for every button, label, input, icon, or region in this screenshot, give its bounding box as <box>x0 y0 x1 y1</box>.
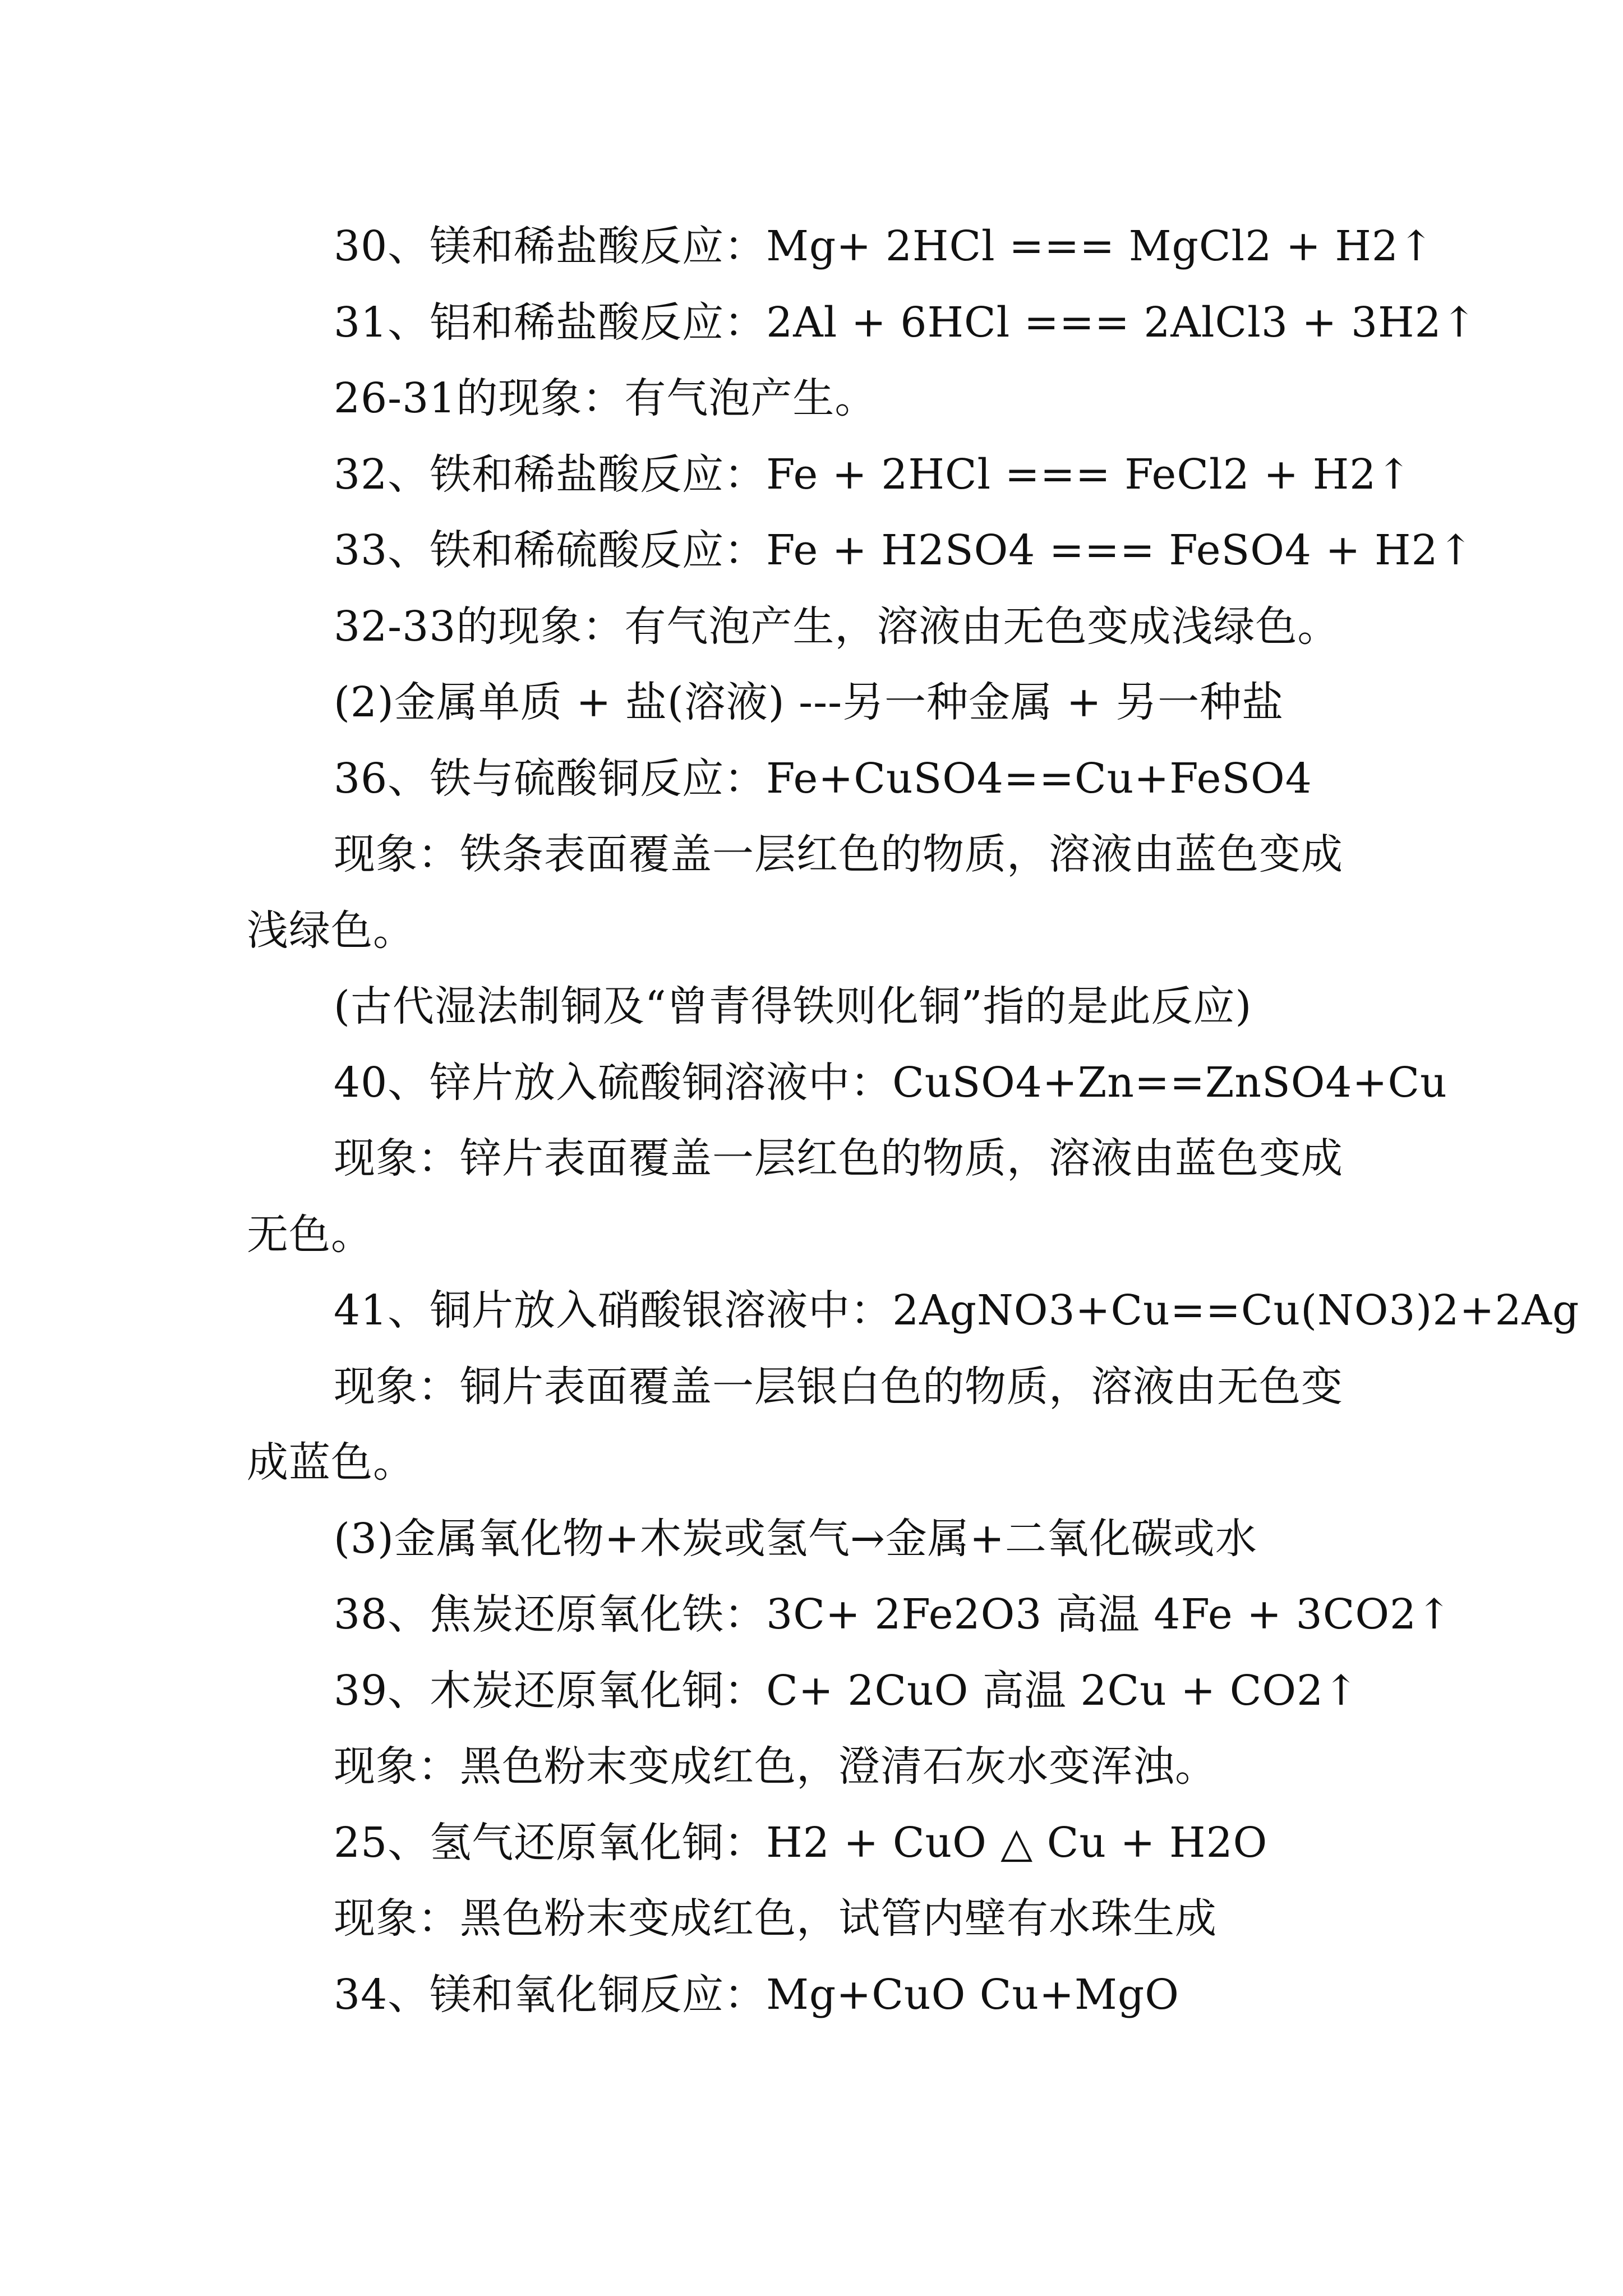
text-line: 成蓝色。 <box>247 1438 415 1487</box>
text-line: 26-31的现象：有气泡产生。 <box>334 374 877 422</box>
text-line: 41、铜片放入硝酸银溶液中：2AgNO3+Cu==Cu(NO3)2+2Ag <box>334 1286 1580 1335</box>
text-line: 34、镁和氧化铜反应：Mg+CuO Cu+MgO <box>334 1970 1179 2019</box>
text-line: 39、木炭还原氧化铜：C+ 2CuO 高温 2Cu + CO2↑ <box>334 1666 1359 1715</box>
text-line: 33、铁和稀硫酸反应：Fe + H2SO4 === FeSO4 + H2↑ <box>334 526 1474 574</box>
text-line: 现象：黑色粉末变成红色，试管内壁有水珠生成 <box>334 1894 1217 1943</box>
text-line: 32-33的现象：有气泡产生，溶液由无色变成浅绿色。 <box>334 602 1340 651</box>
text-line: 30、镁和稀盐酸反应：Mg+ 2HCl === MgCl2 + H2↑ <box>334 222 1434 270</box>
text-line: (3)金属氧化物+木炭或氢气→金属+二氧化碳或水 <box>334 1514 1257 1563</box>
text-line: 浅绿色。 <box>247 906 415 955</box>
text-line: (古代湿法制铜及“曾青得铁则化铜”指的是此反应) <box>334 982 1252 1030</box>
text-line: 32、铁和稀盐酸反应：Fe + 2HCl === FeCl2 + H2↑ <box>334 450 1412 499</box>
text-line: 31、铝和稀盐酸反应：2Al + 6HCl === 2AlCl3 + 3H2↑ <box>334 298 1477 347</box>
text-line: 现象：铜片表面覆盖一层银白色的物质，溶液由无色变 <box>334 1362 1343 1411</box>
text-line: 25、氢气还原氧化铜：H2 + CuO △ Cu + H2O <box>334 1818 1268 1867</box>
text-line: (2)金属单质 + 盐(溶液) ---另一种金属 + 另一种盐 <box>334 678 1284 726</box>
text-line: 40、锌片放入硫酸铜溶液中：CuSO4+Zn==ZnSO4+Cu <box>334 1058 1447 1107</box>
text-line: 无色。 <box>247 1210 373 1259</box>
text-line: 现象：铁条表面覆盖一层红色的物质，溶液由蓝色变成 <box>334 830 1343 878</box>
text-line: 现象：黑色粉末变成红色，澄清石灰水变浑浊。 <box>334 1742 1217 1791</box>
document-body <box>247 209 1580 2033</box>
text-line: 现象：锌片表面覆盖一层红色的物质，溶液由蓝色变成 <box>334 1134 1343 1182</box>
text-line: 36、铁与硫酸铜反应：Fe+CuSO4==Cu+FeSO4 <box>334 754 1312 803</box>
text-line: 38、焦炭还原氧化铁：3C+ 2Fe2O3 高温 4Fe + 3CO2↑ <box>334 1590 1453 1639</box>
